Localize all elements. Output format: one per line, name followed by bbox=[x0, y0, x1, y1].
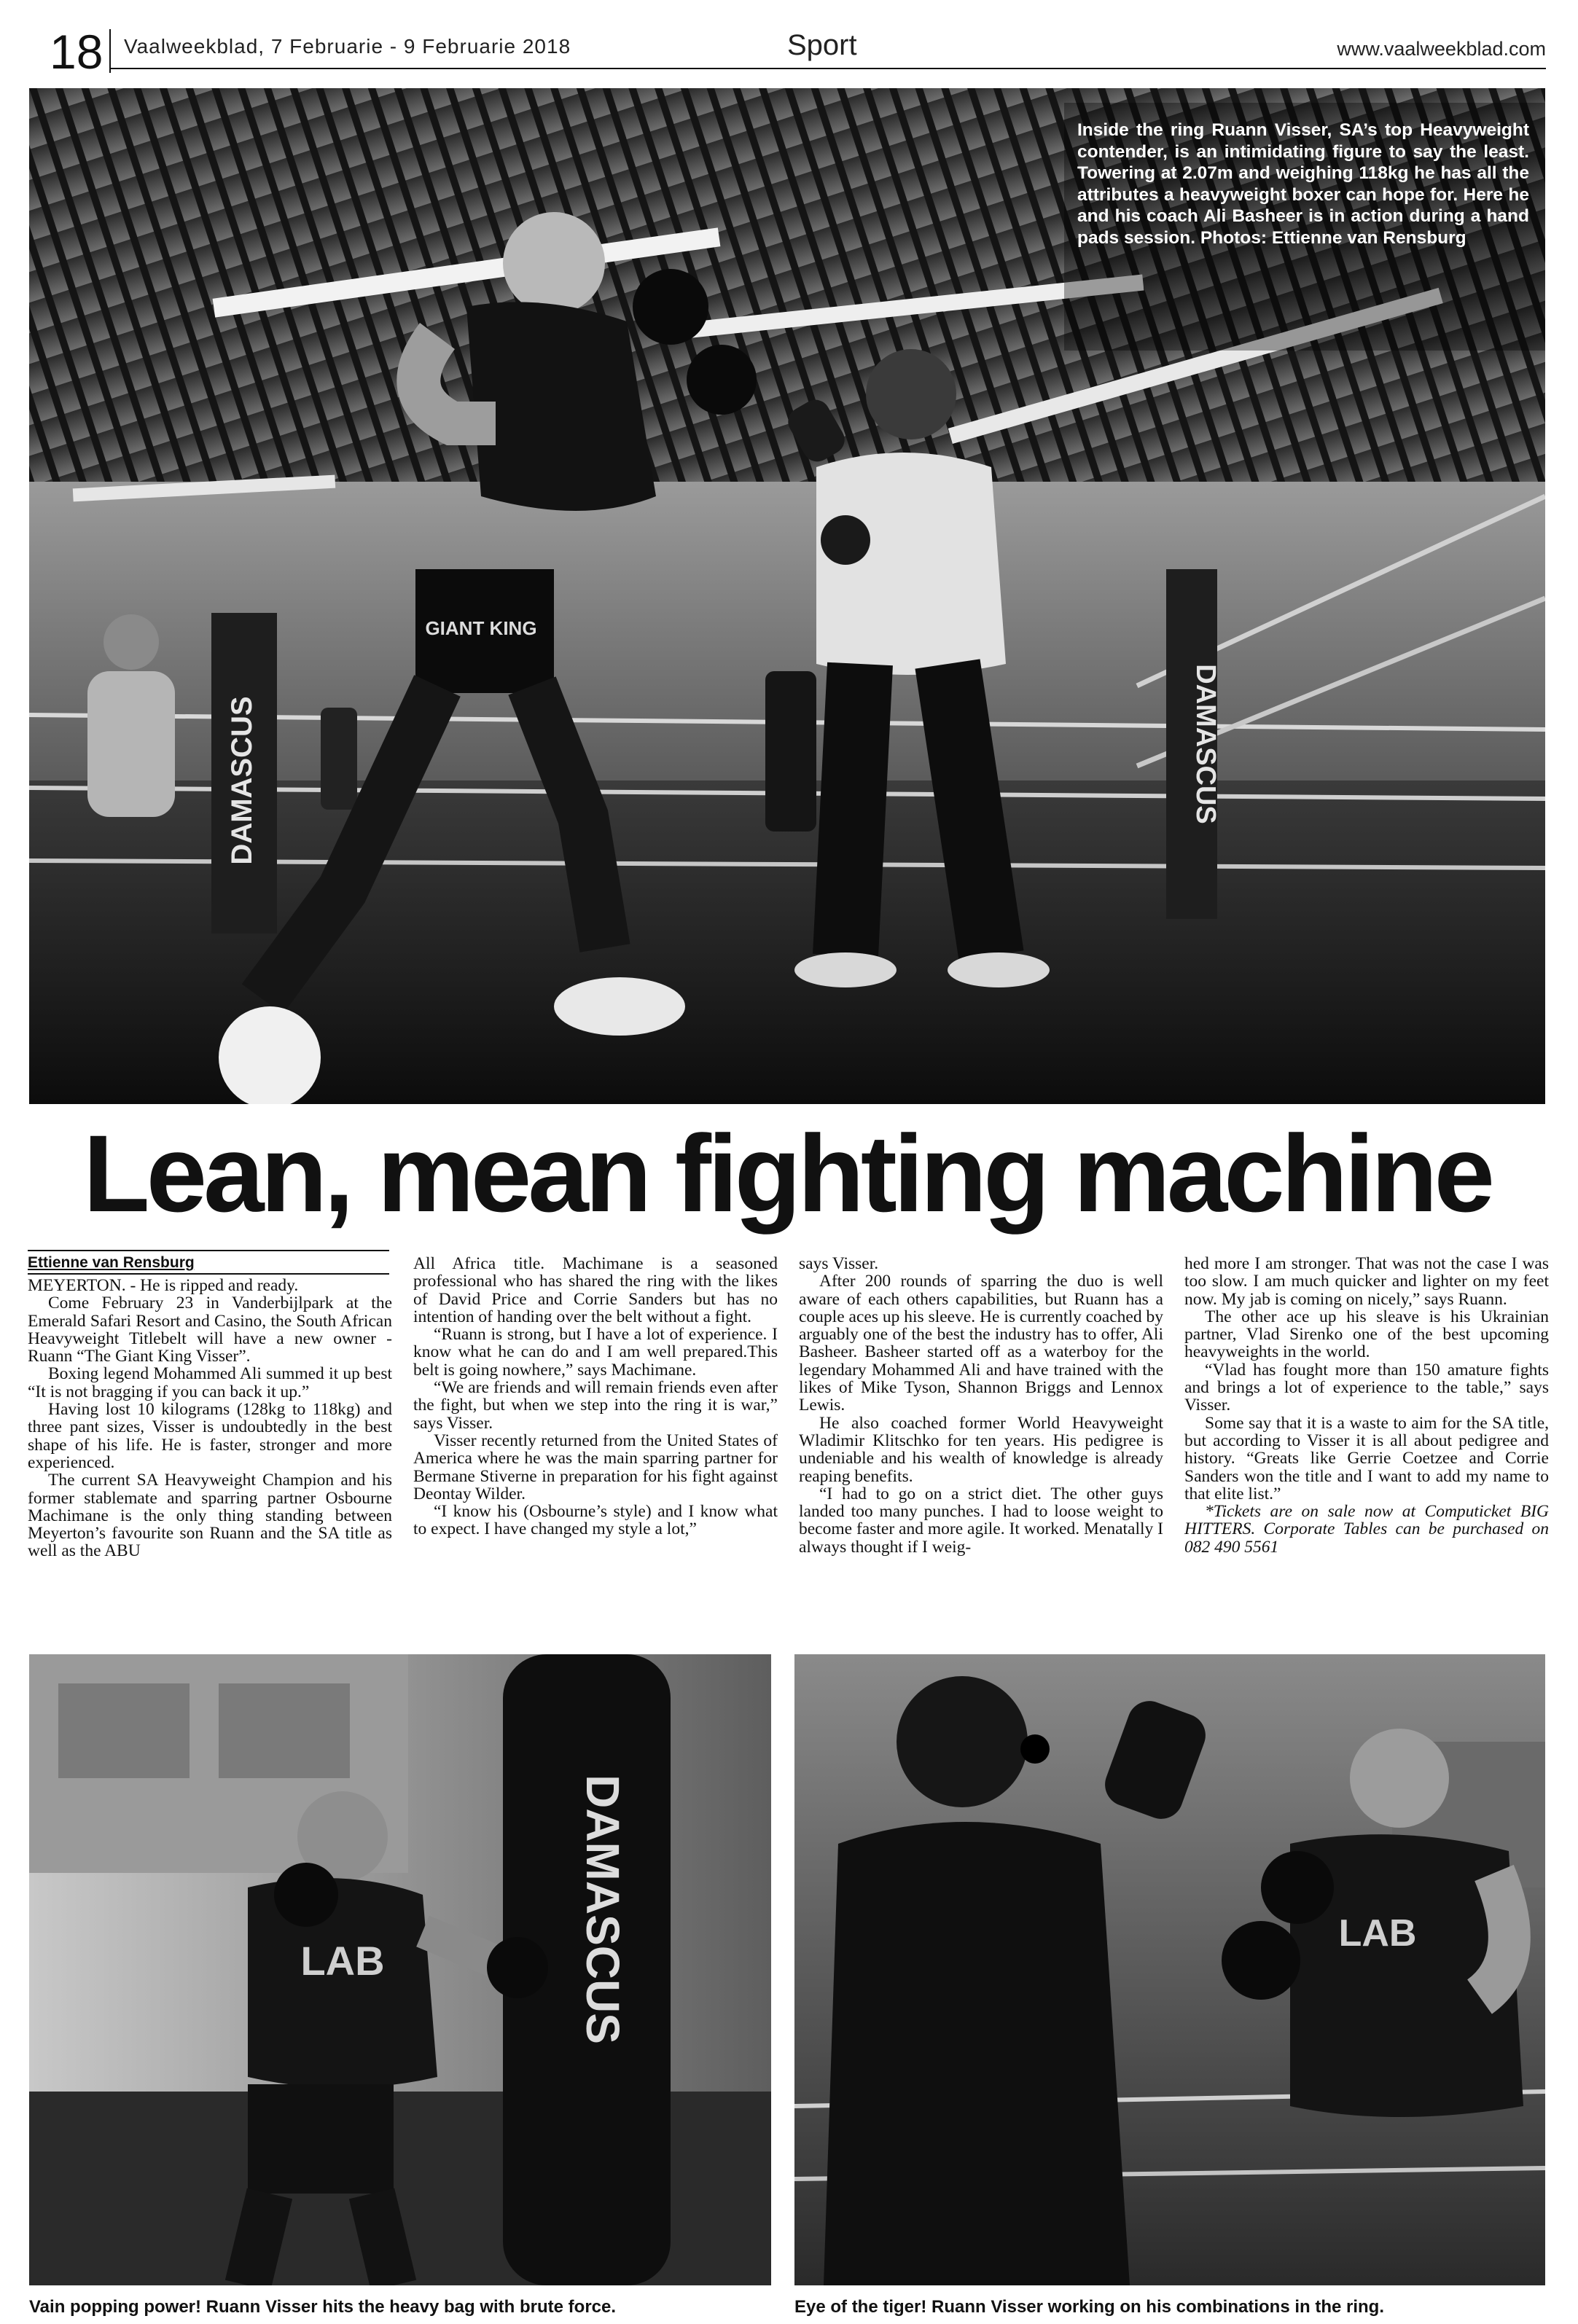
paragraph: Visser recently returned from the United States of America where he was the main sparring partner for Bermane Stiverne in preparation for his fight against Deontay Wilder. bbox=[413, 1431, 778, 1503]
bottom-right-caption: Eye of the tiger! Ruann Visser working on his combinations in the ring. bbox=[794, 2297, 1384, 2317]
article-headline: Lean, mean fighting machine bbox=[83, 1112, 1491, 1235]
paragraph: All Africa title. Machimane is a seasoned professional who has shared the ring with the likes of David Price and Corrie Sanders but has no intention of handing over the belt without a fight. bbox=[413, 1254, 778, 1326]
heavy-bag-photo bbox=[29, 1654, 771, 2285]
banner-text-left: DAMASCUS bbox=[226, 696, 258, 865]
header-rule bbox=[109, 68, 1546, 69]
section-title: Sport bbox=[787, 29, 857, 61]
article-column-3 bbox=[799, 1255, 1163, 1556]
paragraph: Come February 23 in Vanderbijlpark at the Emerald Safari Resort and Casino, the South African Heavyweight Titlebelt will have a new owner - Ruann “The Giant King Visser”. bbox=[28, 1294, 392, 1366]
paragraph: Boxing legend Mohammed Ali summed it up best “It is not bragging if you can back it up.” bbox=[28, 1364, 392, 1401]
article-column-2 bbox=[413, 1255, 778, 1538]
article-column-1 bbox=[28, 1277, 392, 1560]
paragraph: MEYERTON. - He is ripped and ready. bbox=[28, 1276, 299, 1295]
header-divider-vertical bbox=[109, 29, 111, 73]
paragraph: He also coached former World Heavyweight Wladimir Klitschko for ten years. His pedigree is undeniable and his wealth of knowledge is already reaping benefits. bbox=[799, 1413, 1163, 1486]
bag-banner-text: DAMASCUS bbox=[577, 1775, 629, 2044]
paragraph: Having lost 10 kilograms (128kg to 118kg) and three pant sizes, Visser is undoubtedly in the best shape of his life. He is faster, stronger and more experienced. bbox=[28, 1400, 392, 1472]
banner-text-right: DAMASCUS bbox=[1190, 664, 1221, 824]
paragraph: says Visser. bbox=[799, 1254, 879, 1273]
article-column-4 bbox=[1184, 1255, 1549, 1556]
shirt-text: LAB bbox=[1338, 1912, 1417, 1955]
paragraph: “We are friends and will remain friends even after the fight, but when we step into the ring it is war,” says Visser. bbox=[413, 1378, 778, 1433]
page-number: 18 bbox=[50, 25, 103, 79]
website-url: www.vaalweekblad.com bbox=[1337, 38, 1546, 60]
bottom-left-caption: Vain popping power! Ruann Visser hits the heavy bag with brute force. bbox=[29, 2297, 617, 2317]
byline-rule-top bbox=[28, 1250, 389, 1251]
tickets-note: *Tickets are on sale now at Computicket BIG HITTERS. Corporate Tables can be purchased on 082 490 5561 bbox=[1184, 1502, 1549, 1557]
paragraph: “I had to go on a strict diet. The other guys landed too many punches. I had to loose weight to become faster and more agile. It worked. Menatally I always thought if I weig- bbox=[799, 1484, 1163, 1557]
byline-rule-bottom bbox=[28, 1273, 389, 1275]
top-photo-caption: Inside the ring Ruann Visser, SA’s top Heavyweight contender, is an intimidating figure to say the least. Towering at 2.07m and weighing 118kg he has all the attributes a heavyweight boxer can hope for. Here he and his coach Ali Basheer is in action during a hand pads session. Photos: Ettienne van Rensburg bbox=[1077, 120, 1529, 248]
byline: Ettienne van Rensburg bbox=[28, 1254, 195, 1271]
shirt-text: LAB bbox=[300, 1938, 385, 1984]
paragraph: “I know his (Osbourne’s style) and I know what to expect. I have changed my style a lot,” bbox=[413, 1502, 778, 1539]
publication-date: Vaalweekblad, 7 Februarie - 9 Februarie 2018 bbox=[124, 35, 571, 58]
combination-training-photo bbox=[794, 1654, 1545, 2285]
paragraph: After 200 rounds of sparring the duo is well aware of each others capabilities, but Ruann has a couple aces up his sleeve. He is currently coached by arguably one of the best the industry has to offer, Ali Basheer. Basheer started off as a waterboy for the legendary Mohammed Ali and have trained with the likes of Mike Tyson, Shannon Briggs and Lennox Lewis. bbox=[799, 1272, 1163, 1415]
paragraph: “Ruann is strong, but I have a lot of experience. I know what he can do and I am well prepared.This belt is going nowhere,” says Machimane. bbox=[413, 1325, 778, 1380]
paragraph: Some say that it is a waste to aim for the SA title, but according to Visser it is all about pedigree and history. “Greats like Gerrie Coetzee and Corrie Sanders won the title and I want to add my name to that elite list.” bbox=[1184, 1413, 1549, 1503]
paragraph: “Vlad has fought more than 150 amature fights and brings a lot of experience to the table,” says Visser. bbox=[1184, 1360, 1549, 1415]
paragraph: hed more I am stronger. That was not the case I was too slow. I am much quicker and lighter on my feet now. My jab is coming on nicely,” says Ruann. bbox=[1184, 1254, 1549, 1309]
shorts-logo: GIANT KING bbox=[425, 617, 537, 639]
paragraph: The current SA Heavyweight Champion and his former stablemate and sparring partner Osbourne Machimane is the only thing standing between Meyerton’s favourite son Ruann and the SA title as well as the ABU bbox=[28, 1471, 392, 1561]
paragraph: The other ace up his sleave is his Ukrainian partner, Vlad Sirenko one of the best upcoming heavyweights in the world. bbox=[1184, 1307, 1549, 1362]
